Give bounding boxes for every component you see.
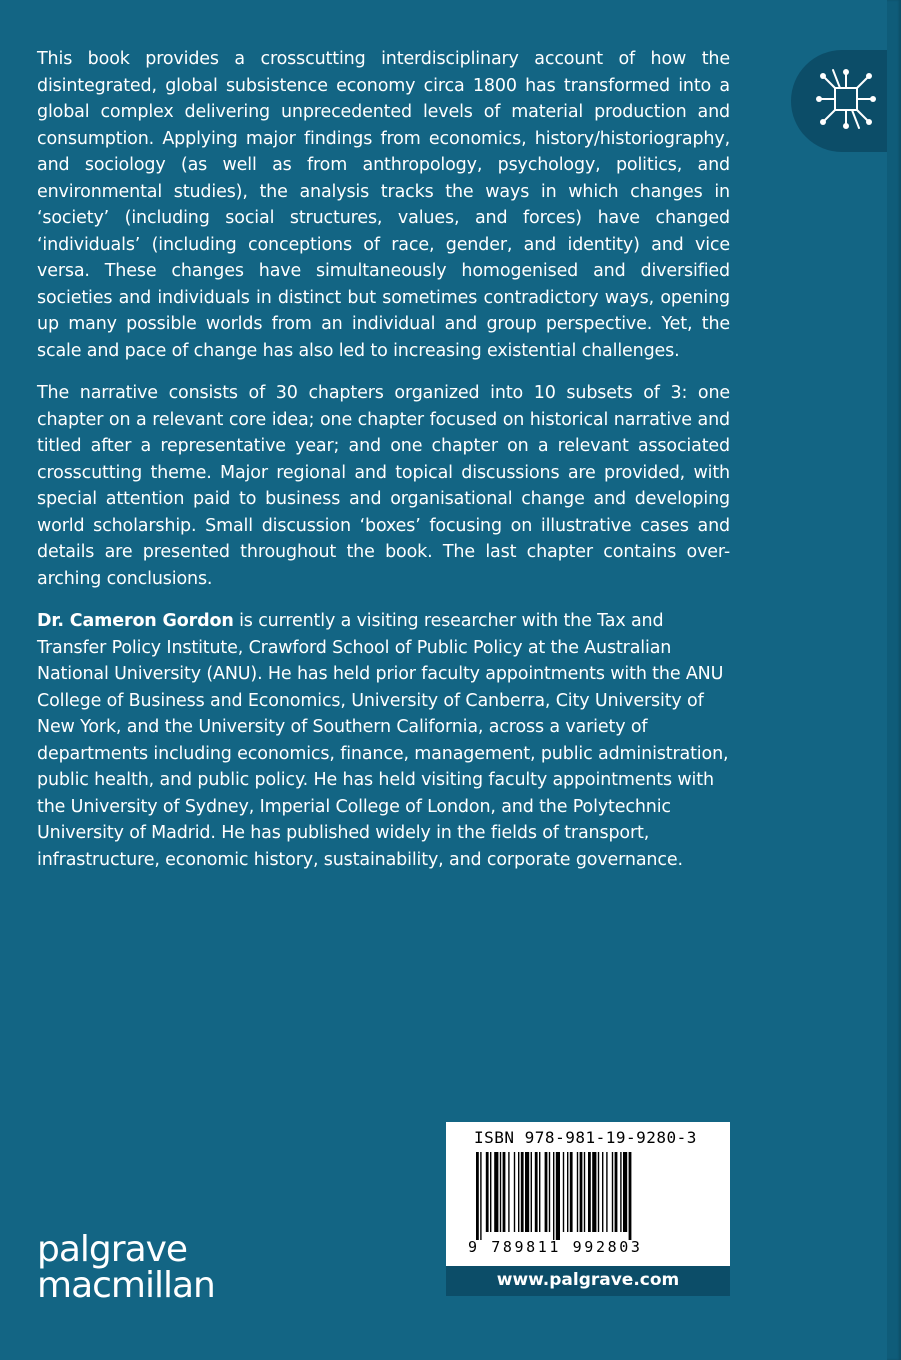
publisher-url: www.palgrave.com (446, 1266, 730, 1296)
isbn-label: ISBN 978-981-19-9280-3 (474, 1128, 697, 1147)
spine-edge (887, 0, 901, 1360)
blurb-paragraph-2: The narrative consists of 30 chapters organized into 10 subsets of 3: one chapter on a relevant core idea; one chapter focused on historical narrative and titled after a representative year; and one chapter on a relevant associated crosscutting theme. Major regional and topical discussions are provided, with special attention paid to business and organisational change and developing world scholarship. Small discussion ‘boxes’ focusing on illustrative cases and details are presented throughout the book. The last chapter contains over-arching conclusions. (37, 383, 730, 589)
barcode-icon (476, 1152, 712, 1240)
back-cover-blurb (37, 46, 730, 889)
blurb-paragraph-1: This book provides a crosscutting interdisciplinary account of how the disintegrated, global subsistence economy circa 1800 has transformed into a global complex delivering unprecedented levels of material production and consumption. Applying major findings from economics, history/historiography, and sociology (as well as from anthropology, psychology, politics, and environmental studies), the analysis tracks the ways in which changes in ‘society’ (including social structures, values, and forces) have changed ‘individuals’ (including conceptions of race, gender, and identity) and vice versa. These changes have simultaneously homogenised and diversified societies and individuals in distinct but sometimes contradictory ways, opening up many possible worlds from an individual and group perspective. Yet, the scale and pace of change has also led to increasing existential challenges. (37, 49, 730, 361)
author-bio-text: is currently a visiting researcher with the Tax and Transfer Policy Institute, Crawford School of Public Policy at the Australian National University (ANU). He has held prior faculty appointments with the ANU College of Business and Economics, University of Canberra, City University of New York, and the University of Southern California, across a variety of departments including economics, finance, management, public administration, public health, and public policy. He has held visiting faculty appointments with the University of Sydney, Imperial College of London, and the Polytechnic University of Madrid. He has published widely in the fields of transport, infrastructure, economic history, sustainability, and corporate governance. (37, 611, 729, 870)
barcode-box (446, 1122, 730, 1266)
network-node-icon (813, 66, 879, 132)
publisher-name-line2: macmillan (37, 1265, 215, 1306)
publisher-logo (37, 1229, 215, 1306)
publisher-logo-tab (791, 50, 887, 152)
author-bio (37, 608, 730, 873)
barcode-digits: 9 789811 992803 (468, 1238, 643, 1256)
author-name: Dr. Cameron Gordon (37, 611, 234, 631)
publisher-name-line1: palgrave (37, 1229, 188, 1270)
